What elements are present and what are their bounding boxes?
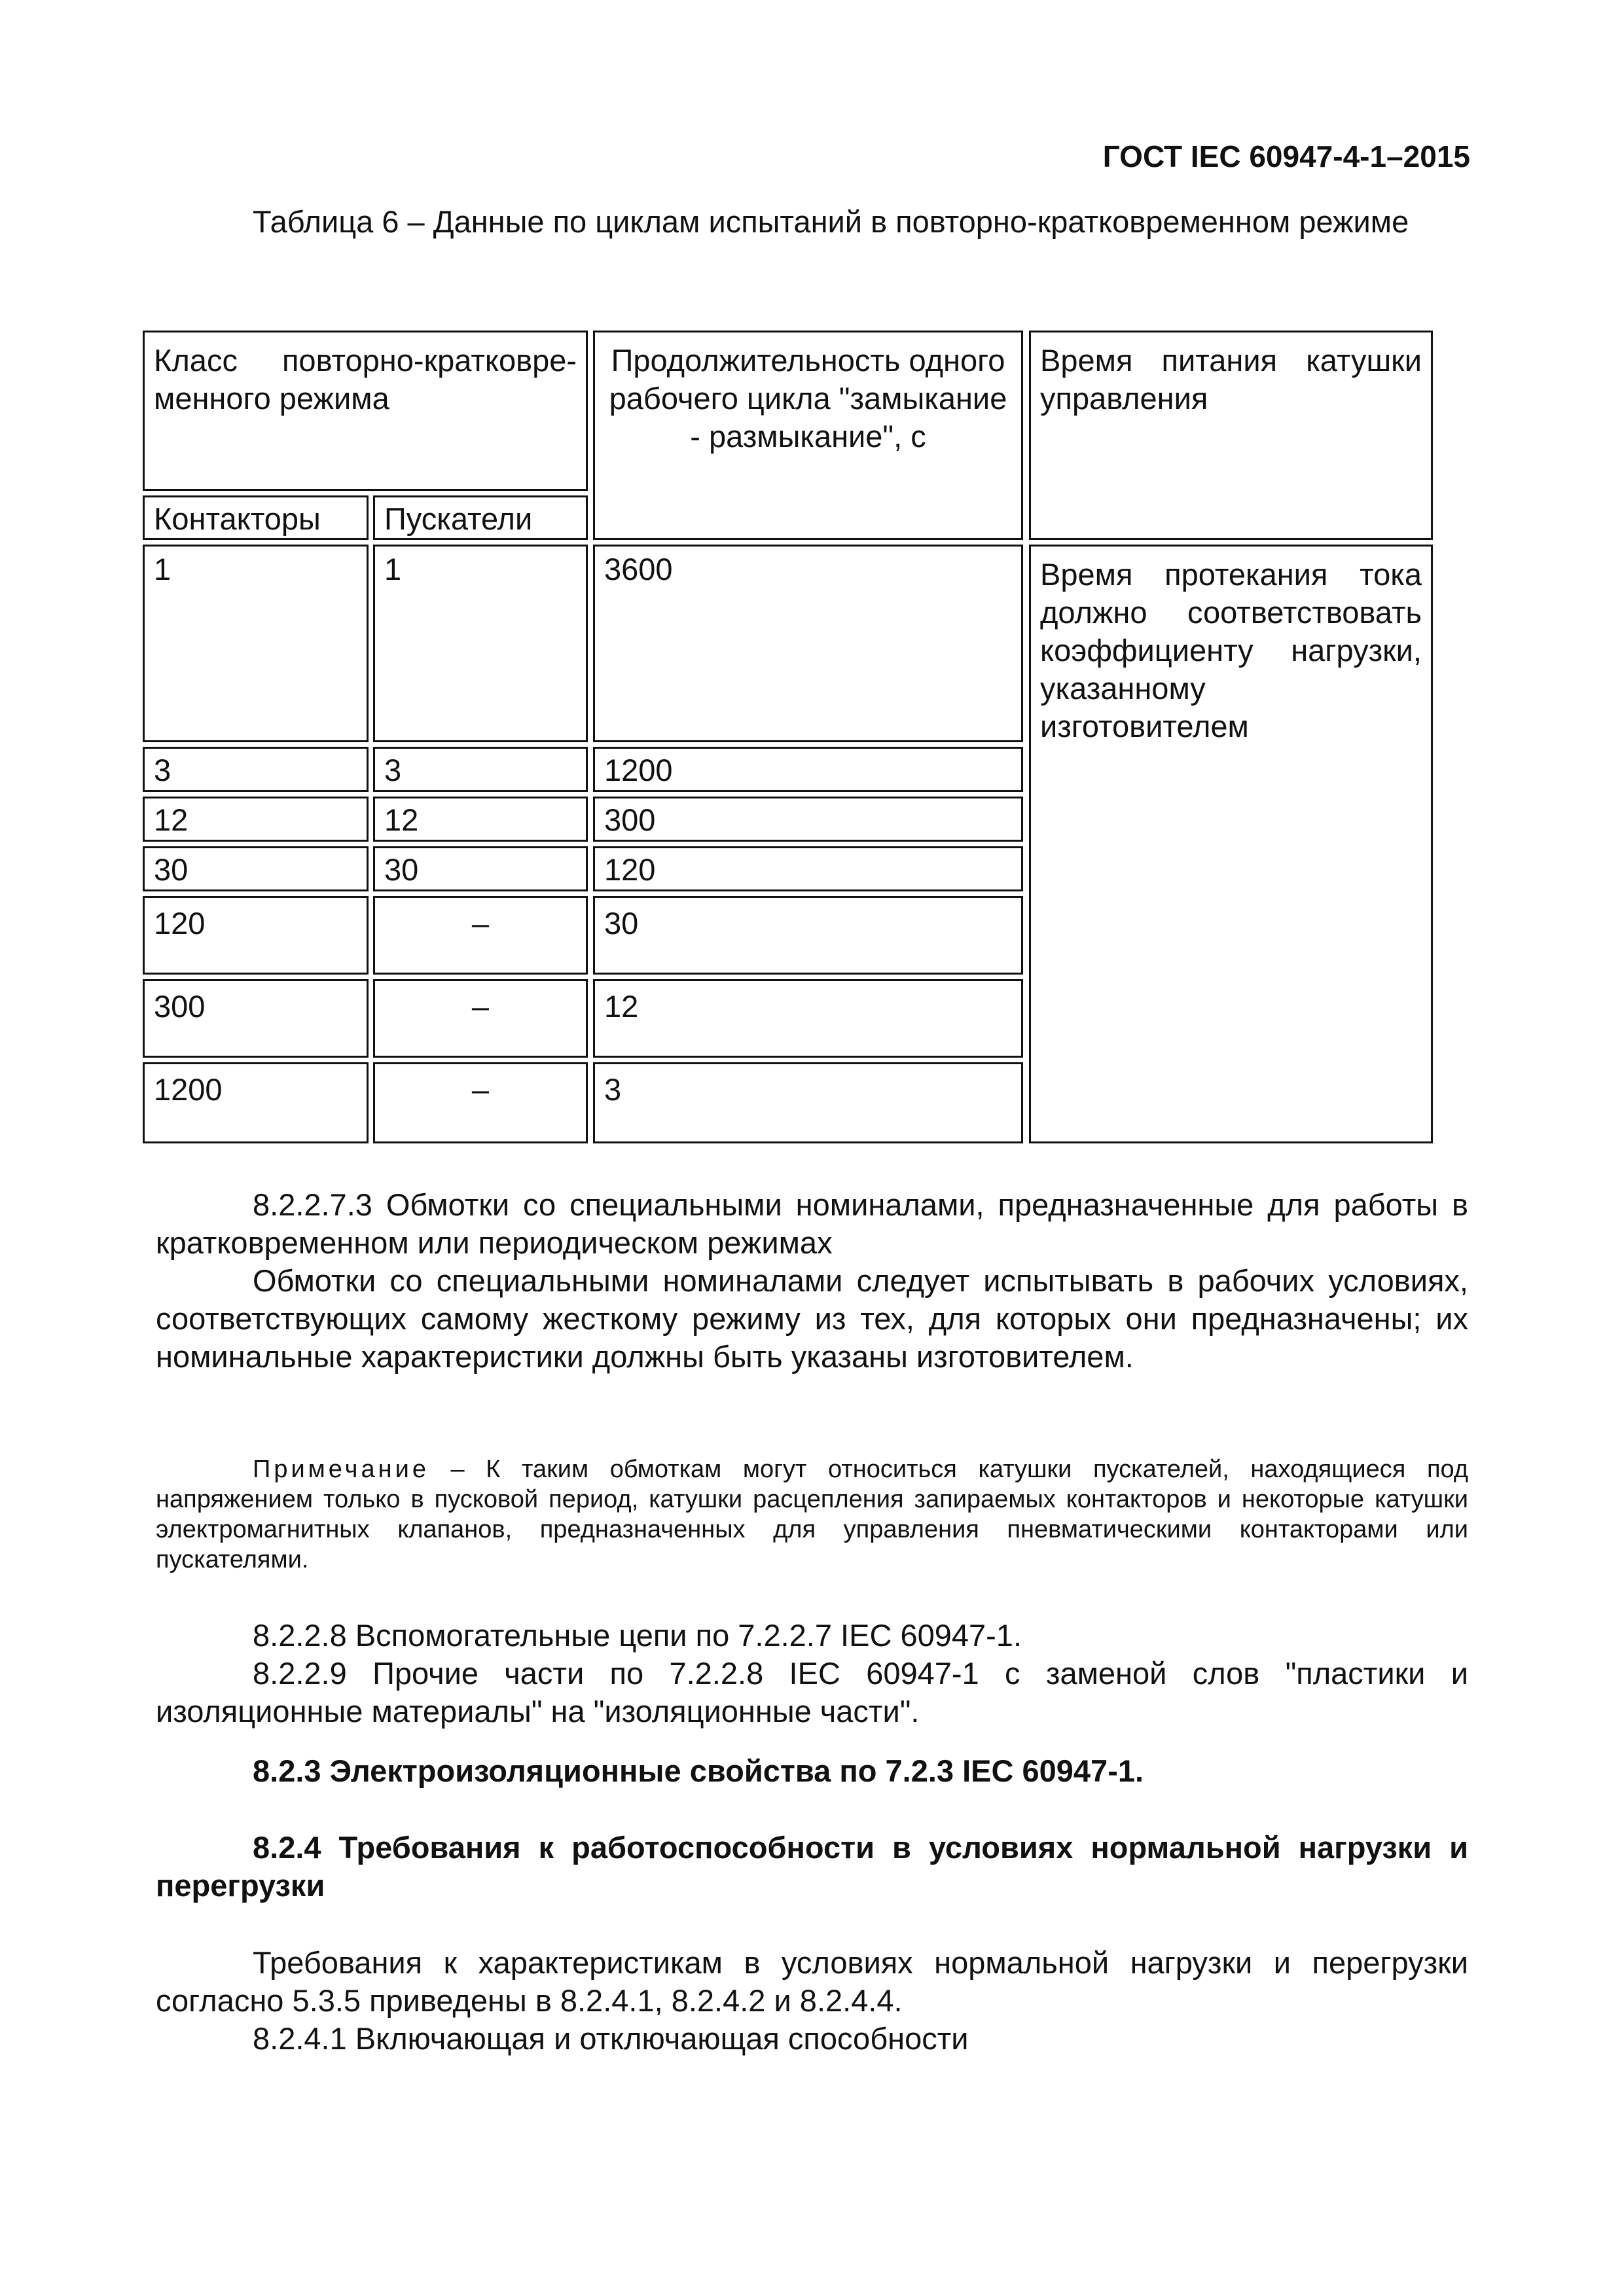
table-cell bbox=[373, 979, 588, 1058]
clause-8-2-2-7-3-text: Обмотки со специальными номиналами следует испытывать в рабочих условиях, соответствующих самому жесткому режиму из тех, для которых они предназначены; их номинальные характеристики должны быть указаны изготовителем. bbox=[156, 1263, 1468, 1374]
clause-8-2-2-7-3: 8.2.2.7.3 Обмотки со специальными номиналами, предназначенные для работы в кратковременном или периодическом режимах bbox=[156, 1187, 1468, 1260]
table-cell bbox=[143, 896, 369, 975]
document-id: ГОСТ IEC 60947-4-1–2015 bbox=[1102, 139, 1470, 173]
table-caption: Таблица 6 – Данные по циклам испытаний в повторно-кратковременном режиме bbox=[253, 204, 1409, 239]
cell-starters: 12 bbox=[384, 802, 419, 837]
table-cell bbox=[143, 979, 369, 1058]
cell-duration: 12 bbox=[604, 989, 639, 1024]
header-contactors-cell bbox=[143, 495, 369, 540]
cell-contactors: 30 bbox=[154, 852, 189, 887]
cell-starters: 30 bbox=[384, 852, 419, 887]
table-cell bbox=[593, 797, 1023, 842]
table-cell bbox=[593, 1062, 1023, 1143]
table-cell bbox=[143, 797, 369, 842]
header-duration-cell bbox=[593, 331, 1023, 540]
cell-starters: – bbox=[471, 989, 490, 1024]
header-coil-time-label: Время питания катушки управления bbox=[1040, 343, 1422, 416]
cell-contactors: 300 bbox=[154, 989, 206, 1024]
cell-contactors: 3 bbox=[154, 753, 171, 787]
coil-note-text: Время протекания тока должно соответствовать коэффициенту нагрузки, указанному изготовителем bbox=[1040, 557, 1422, 744]
coil-note-cell bbox=[1029, 545, 1433, 1143]
note bbox=[156, 1454, 1468, 1575]
table-cell bbox=[373, 896, 588, 975]
header-contactors-label: Контакторы bbox=[154, 501, 321, 536]
cell-contactors: 120 bbox=[154, 906, 206, 941]
note-label: Примечание bbox=[253, 1456, 429, 1483]
header-class-cell bbox=[143, 331, 588, 491]
cell-starters: 1 bbox=[384, 552, 402, 586]
table-cell bbox=[143, 846, 369, 891]
table-cell bbox=[593, 979, 1023, 1058]
table-cell bbox=[143, 1062, 369, 1143]
cell-starters: – bbox=[471, 906, 490, 941]
table-cell bbox=[373, 846, 588, 891]
table-cell bbox=[593, 747, 1023, 792]
heading-8-2-3: 8.2.3 Электроизоляционные свойства по 7.2.3 IEC 60947-1. bbox=[253, 1753, 1144, 1788]
header-class-label: Класс повторно-кратковре-менного режима bbox=[154, 343, 577, 416]
cell-duration: 120 bbox=[604, 852, 656, 887]
cell-contactors: 1 bbox=[154, 552, 171, 586]
header-coil-time-cell bbox=[1029, 331, 1433, 540]
table-cell bbox=[593, 846, 1023, 891]
table-cell bbox=[593, 545, 1023, 742]
header-starters-label: Пускатели bbox=[384, 501, 533, 536]
clause-8-2-2-9: 8.2.2.9 Прочие части по 7.2.2.8 IEC 60947-1 с заменой слов "пластики и изоляционные материалы" на "изоляционные части". bbox=[156, 1656, 1468, 1729]
cell-starters: – bbox=[471, 1072, 490, 1107]
table-cell bbox=[593, 896, 1023, 975]
cell-duration: 3600 bbox=[604, 552, 673, 586]
header-duration-label: Продолжительность одного рабочего цикла "замыкание - размыкание", с bbox=[609, 343, 1007, 454]
cell-duration: 30 bbox=[604, 906, 639, 941]
cell-contactors: 1200 bbox=[154, 1072, 223, 1107]
heading-8-2-4: 8.2.4 Требования к работоспособности в условиях нормальной нагрузки и перегрузки bbox=[156, 1830, 1468, 1903]
clause-8-2-2-8: 8.2.2.8 Вспомогательные цепи по 7.2.2.7 IEC 60947-1. bbox=[253, 1618, 1022, 1653]
table-cell bbox=[143, 545, 369, 742]
table-cell bbox=[373, 545, 588, 742]
table-cell bbox=[373, 1062, 588, 1143]
cell-duration: 3 bbox=[604, 1072, 622, 1107]
clause-8-2-4-text: Требования к характеристикам в условиях нормальной нагрузки и перегрузки согласно 5.3.5 приведены в 8.2.4.1, 8.2.4.2 и 8.2.4.4. bbox=[156, 1945, 1468, 2018]
cell-duration: 300 bbox=[604, 802, 656, 837]
table-cell bbox=[373, 747, 588, 792]
clause-8-2-4-1: 8.2.4.1 Включающая и отключающая способности bbox=[253, 2021, 969, 2056]
note-text: – К таким обмоткам могут относиться катушки пускателей, находящиеся под напряжением только в пусковой период, катушки расцепления запираемых контакторов и некоторые катушки электромагнитных клапанов, предназначенных для управления пневматическими контакторами или пускателями. bbox=[156, 1456, 1468, 1573]
cell-starters: 3 bbox=[384, 753, 402, 787]
cell-duration: 1200 bbox=[604, 753, 673, 787]
table-cell bbox=[143, 747, 369, 792]
header-starters-cell bbox=[373, 495, 588, 540]
table-cell bbox=[373, 797, 588, 842]
cell-contactors: 12 bbox=[154, 802, 189, 837]
